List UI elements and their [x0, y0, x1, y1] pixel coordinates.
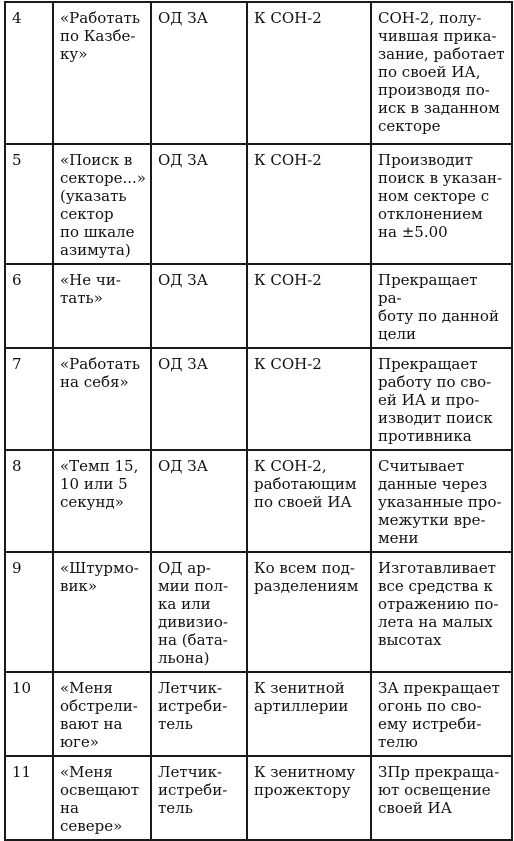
- action-description: СОН-2, полу- чившая прика- зание, работает по своей ИА, производя по- иск в заданном секторе: [371, 2, 512, 144]
- action-description: ЗА прекращает огонь по сво- ему истреби- телю: [371, 672, 512, 756]
- table-row: [5, 552, 512, 672]
- signals-table-body: [5, 2, 512, 840]
- recipient: К СОН-2: [247, 2, 371, 144]
- action-description: Прекращает работу по сво- ей ИА и про- изводит поиск противника: [371, 348, 512, 450]
- table-row: [5, 2, 512, 144]
- action-description: Производит поиск в указан- ном секторе с отклонением на ±5.00: [371, 144, 512, 264]
- signal-text: «Не чи- тать»: [53, 264, 151, 348]
- table-row: [5, 756, 512, 840]
- signal-text: «Штурмо- вик»: [53, 552, 151, 672]
- action-description: Прекращает ра- боту по данной цели: [371, 264, 512, 348]
- signal-text: «Меня освещают на севере»: [53, 756, 151, 840]
- sender: ОД ЗА: [151, 2, 247, 144]
- sender: ОД ЗА: [151, 144, 247, 264]
- recipient: К СОН-2: [247, 264, 371, 348]
- table-row: [5, 144, 512, 264]
- sender: Летчик- истреби- тель: [151, 756, 247, 840]
- table-row: [5, 348, 512, 450]
- sender: Летчик- истреби- тель: [151, 672, 247, 756]
- sender: ОД ар- мии пол- ка или дивизио- на (бата- льона): [151, 552, 247, 672]
- sender: ОД ЗА: [151, 264, 247, 348]
- action-description: Считывает данные через указанные про- межутки вре- мени: [371, 450, 512, 552]
- signal-text: «Работать на себя»: [53, 348, 151, 450]
- recipient: К СОН-2: [247, 144, 371, 264]
- sender: ОД ЗА: [151, 348, 247, 450]
- action-description: Изготавливает все средства к отражению по- лета на малых высотах: [371, 552, 512, 672]
- signal-text: «Темп 15, 10 или 5 секунд»: [53, 450, 151, 552]
- recipient: К СОН-2: [247, 348, 371, 450]
- signals-table: [4, 1, 513, 841]
- recipient: К СОН-2, работающим по своей ИА: [247, 450, 371, 552]
- sender: ОД ЗА: [151, 450, 247, 552]
- recipient: Ко всем под- разделениям: [247, 552, 371, 672]
- row-number: 10: [5, 672, 53, 756]
- recipient: К зенитной артиллерии: [247, 672, 371, 756]
- signal-text: «Поиск в секторе...» (указать сектор по шкале азимута): [53, 144, 151, 264]
- signal-text: «Меня обстрели- вают на юге»: [53, 672, 151, 756]
- table-row: [5, 264, 512, 348]
- table-row: [5, 672, 512, 756]
- action-description: ЗПр прекраща- ют освещение своей ИА: [371, 756, 512, 840]
- row-number: 6: [5, 264, 53, 348]
- row-number: 11: [5, 756, 53, 840]
- table-row: [5, 450, 512, 552]
- row-number: 8: [5, 450, 53, 552]
- row-number: 4: [5, 2, 53, 144]
- row-number: 9: [5, 552, 53, 672]
- recipient: К зенитному прожектору: [247, 756, 371, 840]
- signal-text: «Работать по Казбе- ку»: [53, 2, 151, 144]
- row-number: 5: [5, 144, 53, 264]
- row-number: 7: [5, 348, 53, 450]
